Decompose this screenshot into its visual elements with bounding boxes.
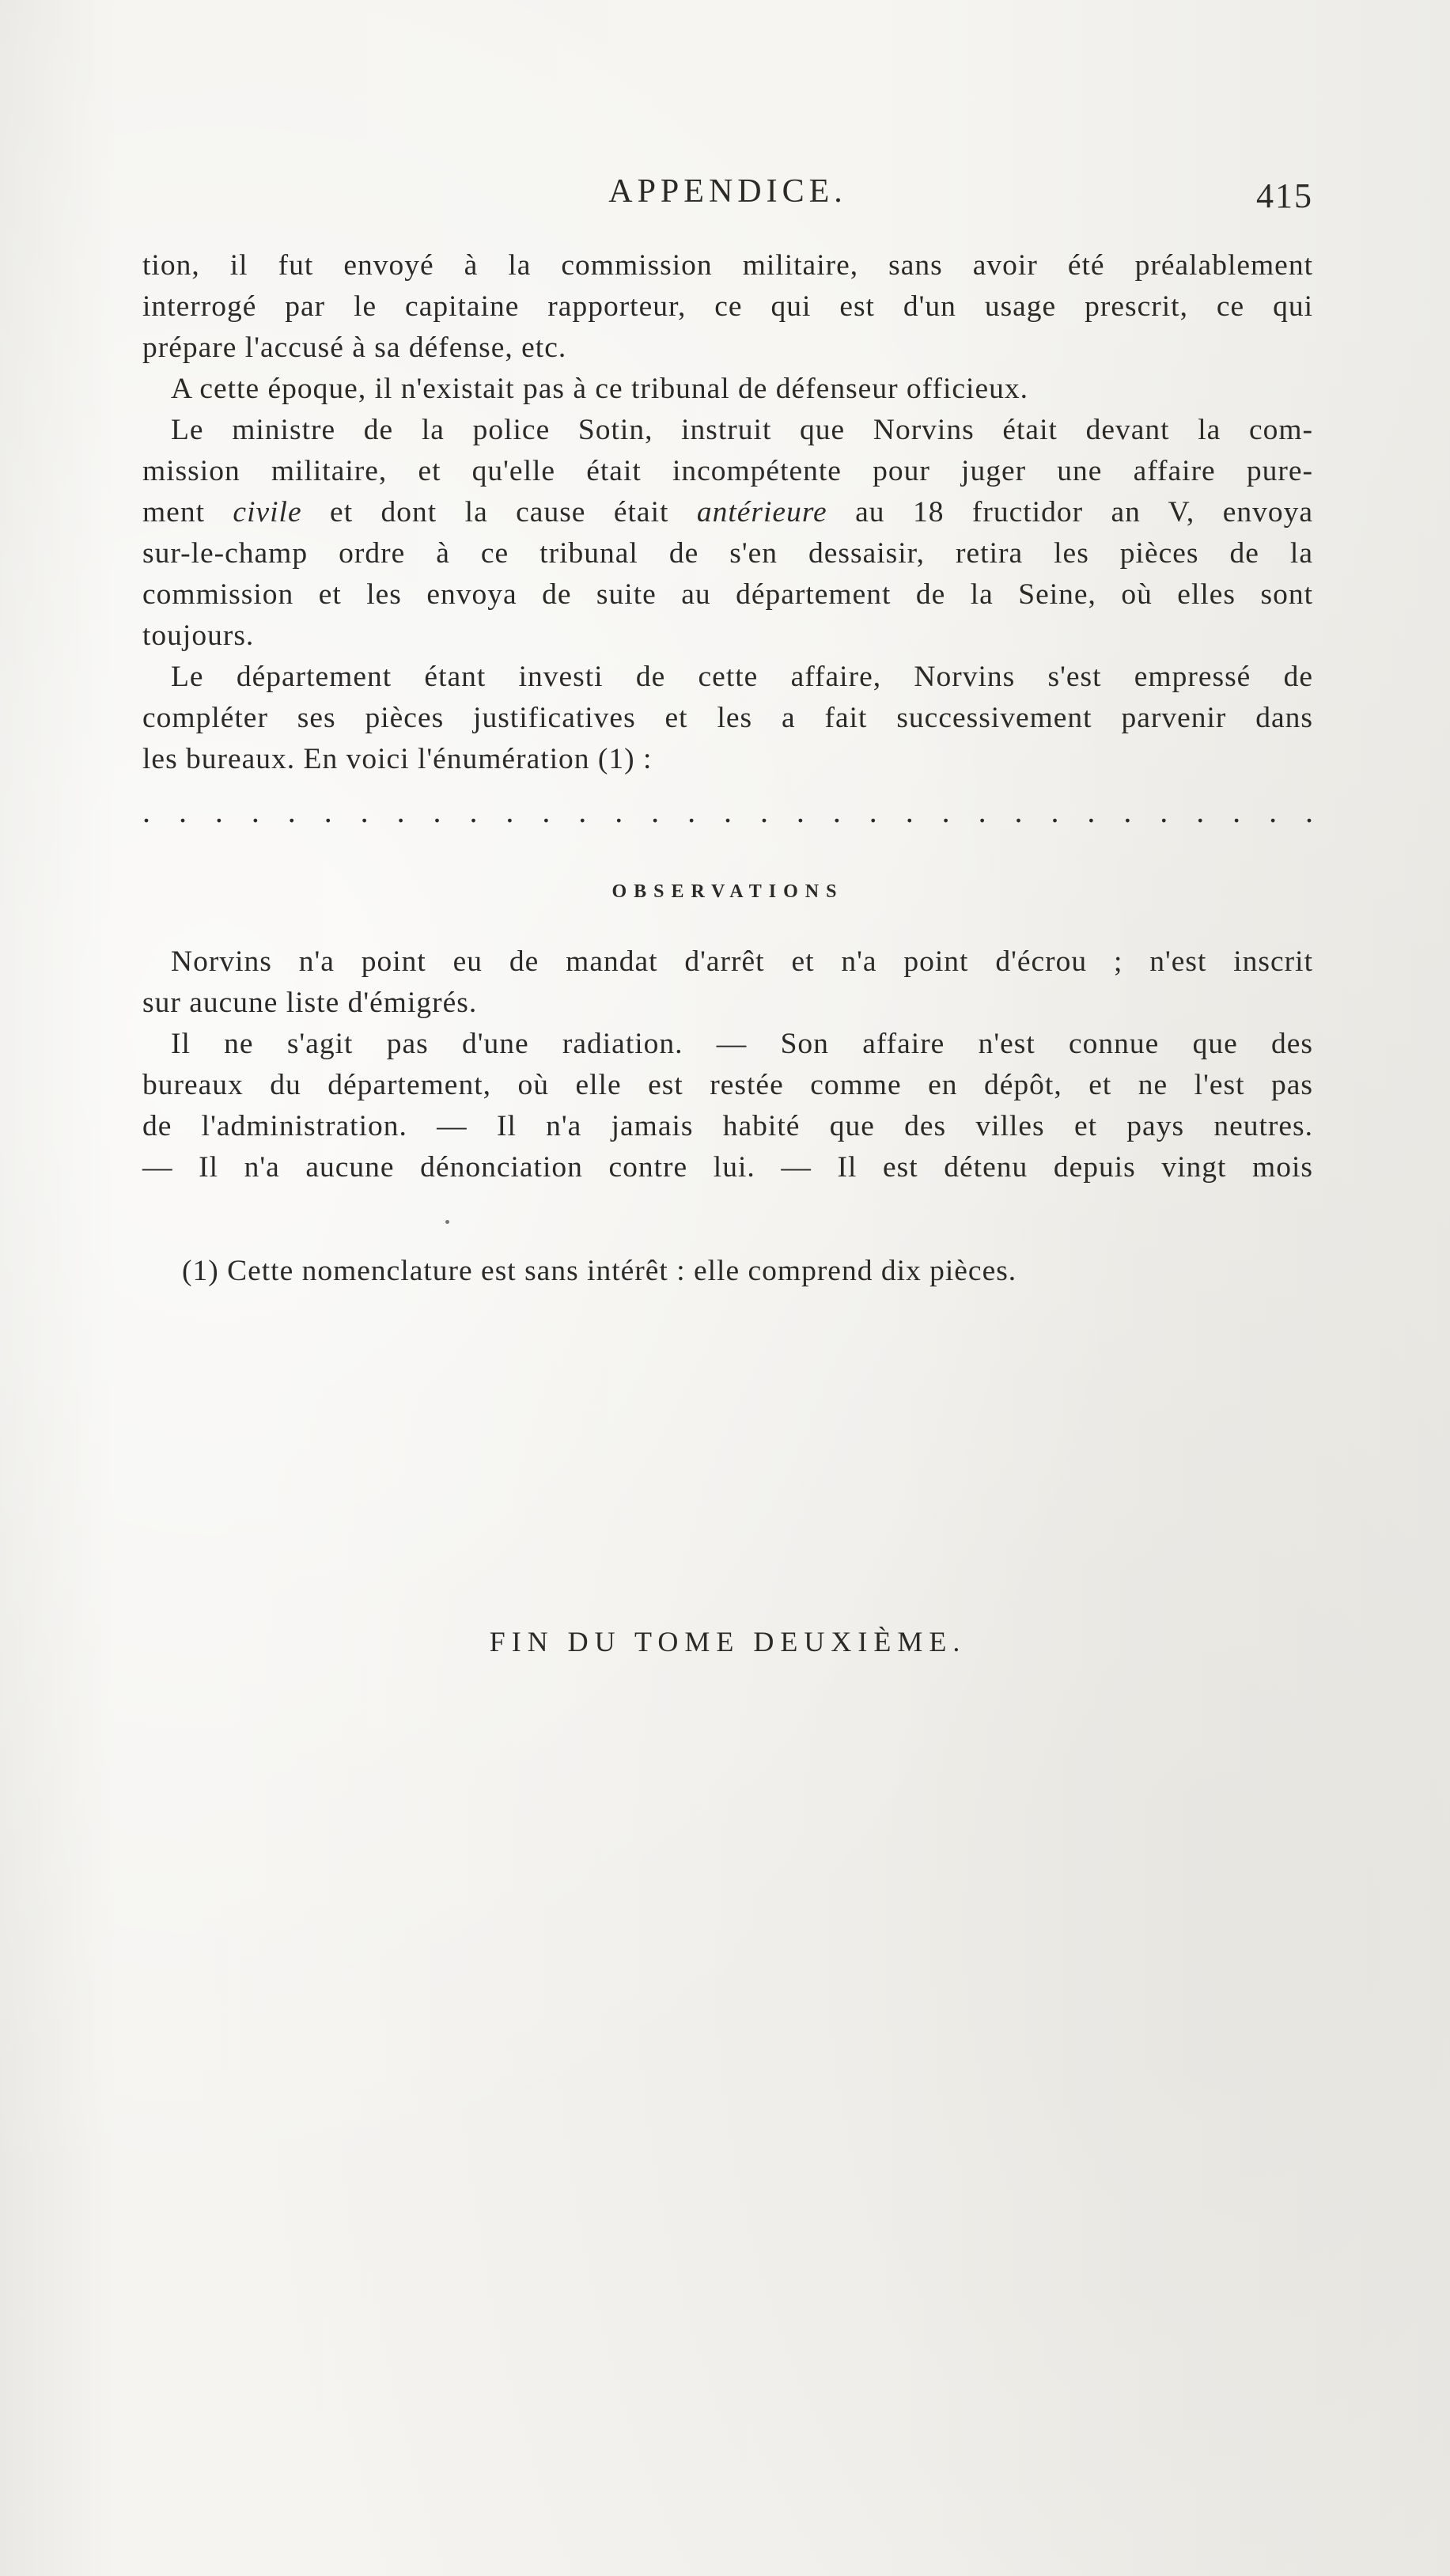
italic-word: civile: [233, 496, 302, 528]
stray-ink-dot: [445, 1220, 449, 1224]
text-line: interrogé par le capitaine rapporteur, ce qui est d'un usage prescrit, ce qui: [142, 290, 1313, 323]
observations-text: [142, 941, 1313, 1188]
text-line: commission et les envoya de suite au département de la Seine, où elles sont: [142, 578, 1313, 611]
omission-dots: . . . . . . . . . . . . . . . . . . . . . . . . . . . . . . . . .: [142, 794, 1313, 829]
italic-word: antérieure: [696, 496, 827, 528]
text-line: Le ministre de la police Sotin, instruit que Norvins était devant la com-: [171, 414, 1313, 446]
page-header-title: APPENDICE.: [608, 173, 847, 210]
text-line: A cette époque, il n'existait pas à ce tribunal de défenseur officieux.: [171, 373, 1028, 405]
text-line: de l'administration. — Il n'a jamais habité que des villes et pays neutres.: [142, 1110, 1313, 1142]
text-line: les bureaux. En voici l'énumération (1) :: [142, 743, 653, 775]
section-heading: OBSERVATIONS: [611, 881, 844, 902]
body-text: [142, 245, 1313, 780]
text-line: bureaux du département, où elle est restée comme en dépôt, et ne l'est pas: [142, 1069, 1313, 1101]
text-run: et dont la cause était: [301, 496, 697, 528]
text-line: — Il n'a aucune dénonciation contre lui. — Il est détenu depuis vingt mois: [142, 1151, 1313, 1184]
running-head: [142, 172, 1313, 220]
text-line: mission militaire, et qu'elle était incompétente pour juger une affaire pure-: [142, 455, 1313, 487]
text-run: ment: [142, 496, 233, 528]
page-number: 415: [1256, 176, 1313, 215]
text-line: [142, 492, 1313, 533]
closing-line: FIN DU TOME DEUXIÈME.: [489, 1626, 967, 1657]
text-line: tion, il fut envoyé à la commission militaire, sans avoir été préalablement: [142, 249, 1313, 282]
text-line: sur aucune liste d'émigrés.: [142, 987, 478, 1019]
text-run: au 18 fructidor an V, envoya: [827, 496, 1314, 528]
footnote: (1) Cette nomenclature est sans intérêt : elle comprend dix pièces.: [182, 1255, 1017, 1287]
text-line: toujours.: [142, 619, 255, 652]
text-line: Le département étant investi de cette affaire, Norvins s'est empressé de: [171, 661, 1313, 693]
text-line: compléter ses pièces justificatives et les a fait successivement parvenir dans: [142, 702, 1313, 734]
text-line: prépare l'accusé à sa défense, etc.: [142, 331, 567, 364]
text-line: Il ne s'agit pas d'une radiation. — Son affaire n'est connue que des: [171, 1028, 1313, 1060]
text-line: sur-le-champ ordre à ce tribunal de s'en dessaisir, retira les pièces de la: [142, 537, 1313, 570]
text-line: Norvins n'a point eu de mandat d'arrêt et n'a point d'écrou ; n'est inscrit: [171, 945, 1313, 978]
